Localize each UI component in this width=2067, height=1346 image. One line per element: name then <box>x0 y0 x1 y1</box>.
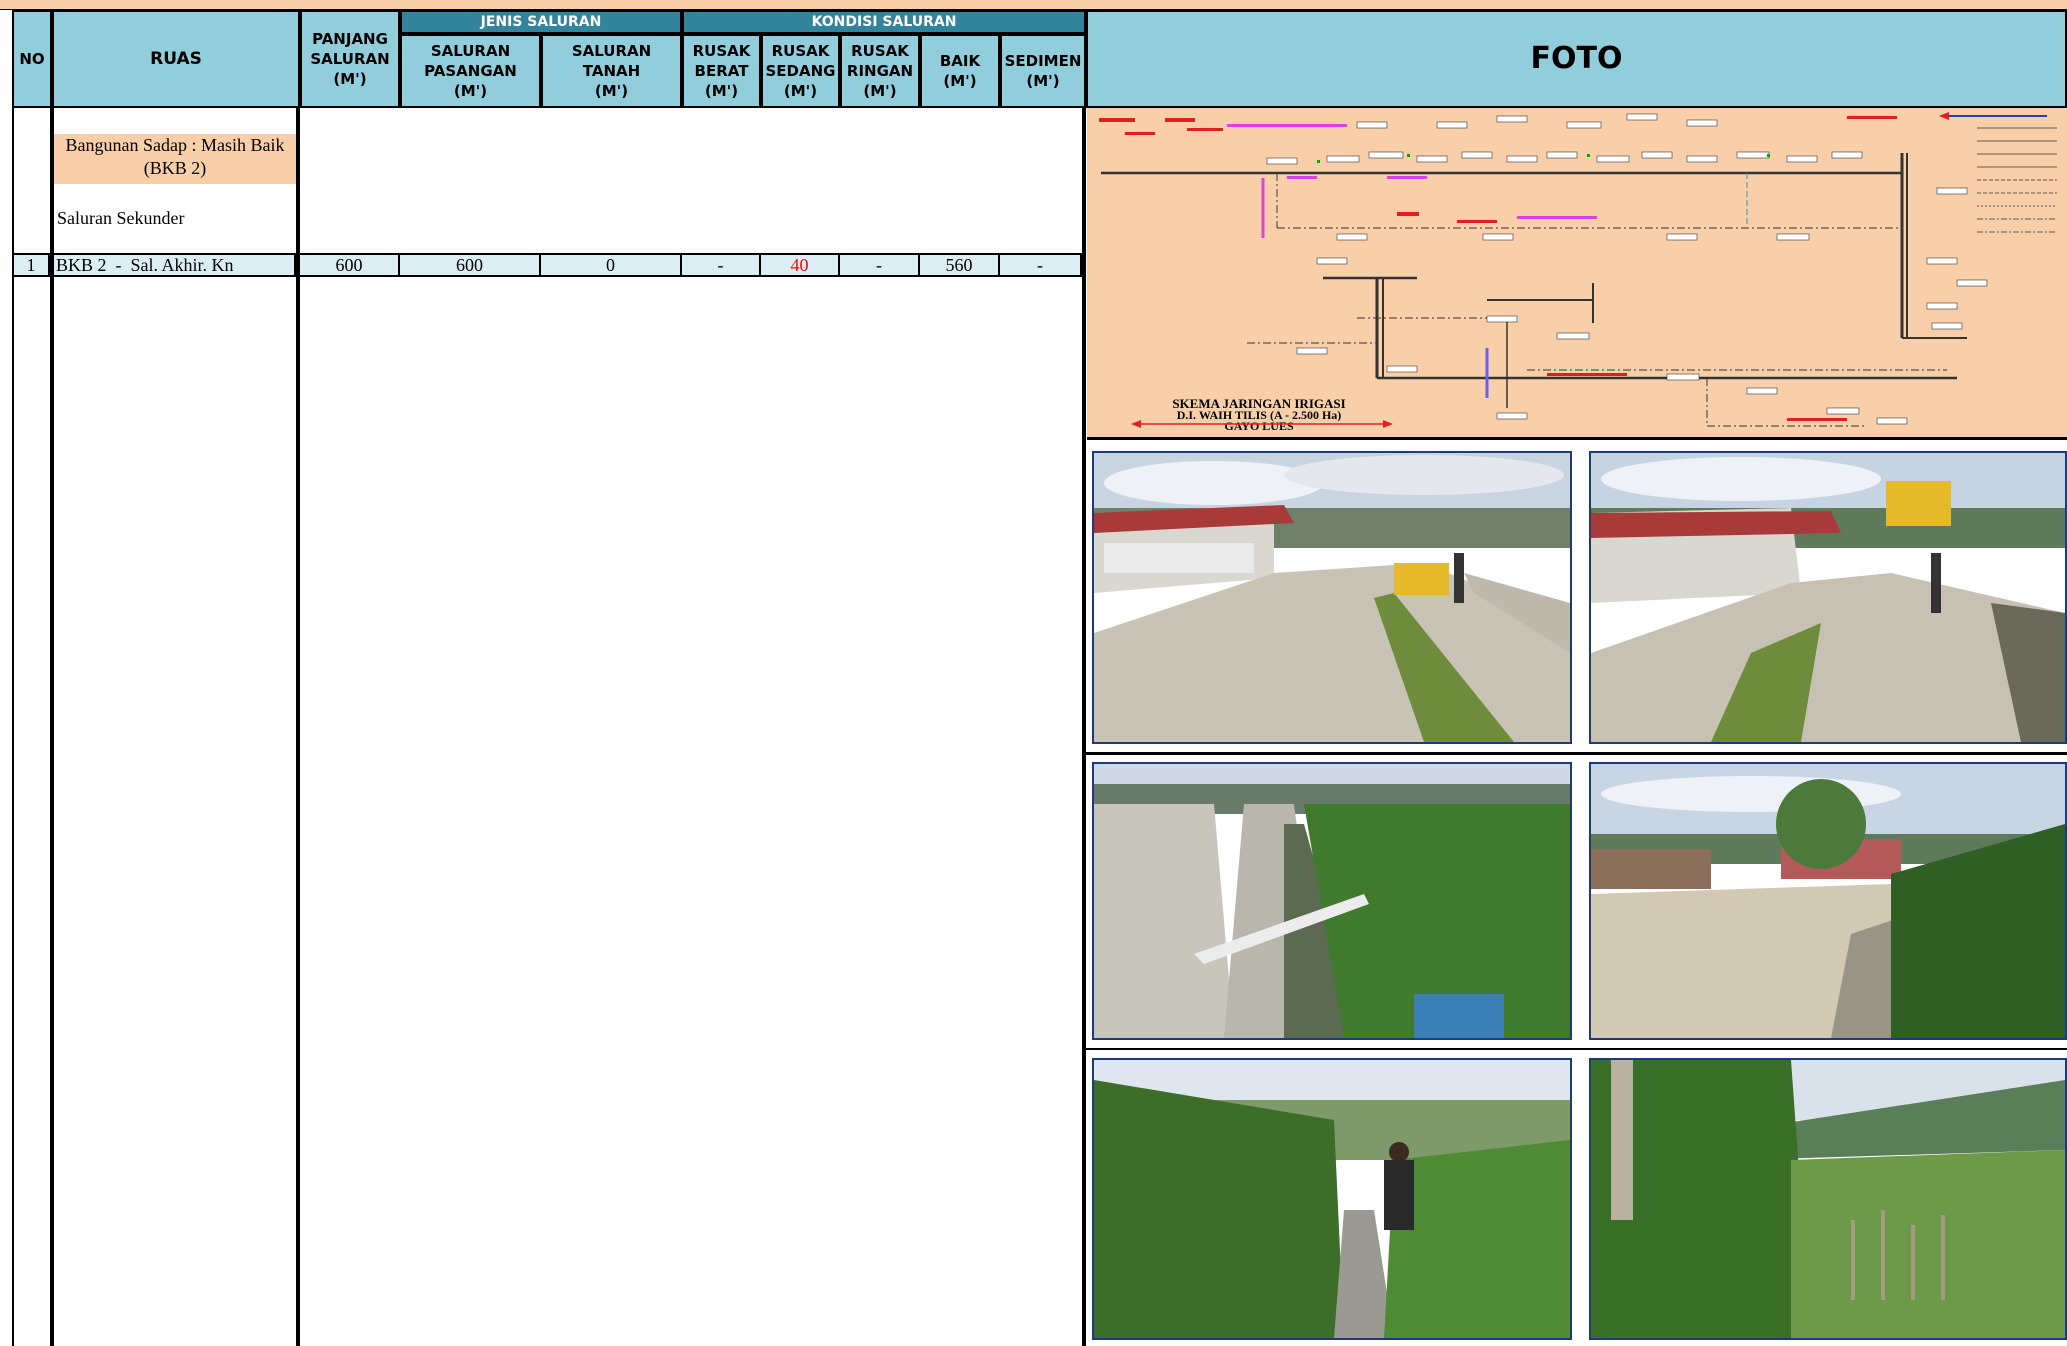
row-tanah: 0 <box>541 253 682 277</box>
header-sedimen: SEDIMEN (M') <box>1000 34 1086 108</box>
site-photo-6 <box>1589 1058 2067 1340</box>
col-line-left <box>12 108 14 1346</box>
header-group-kondisi-saluran: KONDISI SALURAN <box>682 10 1086 34</box>
header-rusak-ringan: RUSAK RINGAN (M') <box>840 34 920 108</box>
photo-row-separator-1 <box>1086 752 2067 755</box>
row-baik: 560 <box>920 253 1000 277</box>
row-pasangan: 600 <box>400 253 541 277</box>
col-line-no <box>50 108 54 1346</box>
header-foto: FOTO <box>1086 10 2067 108</box>
top-strip <box>0 0 2067 10</box>
row-rusak-ringan: - <box>840 253 920 277</box>
header-rusak-sedang: RUSAK SEDANG (M') <box>761 34 840 108</box>
header-rusak-berat: RUSAK BERAT (M') <box>682 34 761 108</box>
schema-title-line-1: SKEMA JARINGAN IRIGASI <box>1172 396 1346 411</box>
irrigation-schema-diagram <box>1087 108 2067 440</box>
schema-title-line-2: D.I. WAIH TILIS (A - 2.500 Ha) <box>1176 408 1342 422</box>
header-baik: BAIK (M') <box>920 34 1000 108</box>
col-line-foto <box>1082 108 1086 1346</box>
header-group-jenis-saluran: JENIS SALURAN <box>400 10 682 34</box>
header-saluran-pasangan: SALURAN PASANGAN (M') <box>400 34 541 108</box>
photo-row-separator-2 <box>1086 1048 2067 1050</box>
header-saluran-tanah: SALURAN TANAH (M') <box>541 34 682 108</box>
row-rusak-sedang: 40 <box>761 253 840 277</box>
section-saluran-sekunder: Saluran Sekunder <box>57 208 185 228</box>
schema-title-line-3: GAYO LUES <box>1224 419 1294 433</box>
site-photo-5 <box>1092 1058 1572 1340</box>
site-photo-1 <box>1092 451 1572 744</box>
row-ruas: BKB 2 - Sal. Akhir. Kn <box>54 253 296 277</box>
site-photo-2 <box>1589 451 2067 744</box>
header-no: NO <box>12 10 52 108</box>
section-bangunan-sadap: Bangunan Sadap : Masih Baik (BKB 2) <box>54 134 296 184</box>
schema-drawing <box>1087 108 2067 437</box>
row-rusak-berat: - <box>682 253 761 277</box>
col-line-ruas <box>296 108 300 1346</box>
site-photo-4 <box>1589 762 2067 1040</box>
header-ruas: RUAS <box>52 10 300 108</box>
header-panjang-saluran: PANJANG SALURAN (M') <box>300 10 400 108</box>
site-photo-3 <box>1092 762 1572 1040</box>
row-no: 1 <box>14 253 50 277</box>
row-panjang: 600 <box>300 253 400 277</box>
row-sedimen: - <box>1000 253 1082 277</box>
